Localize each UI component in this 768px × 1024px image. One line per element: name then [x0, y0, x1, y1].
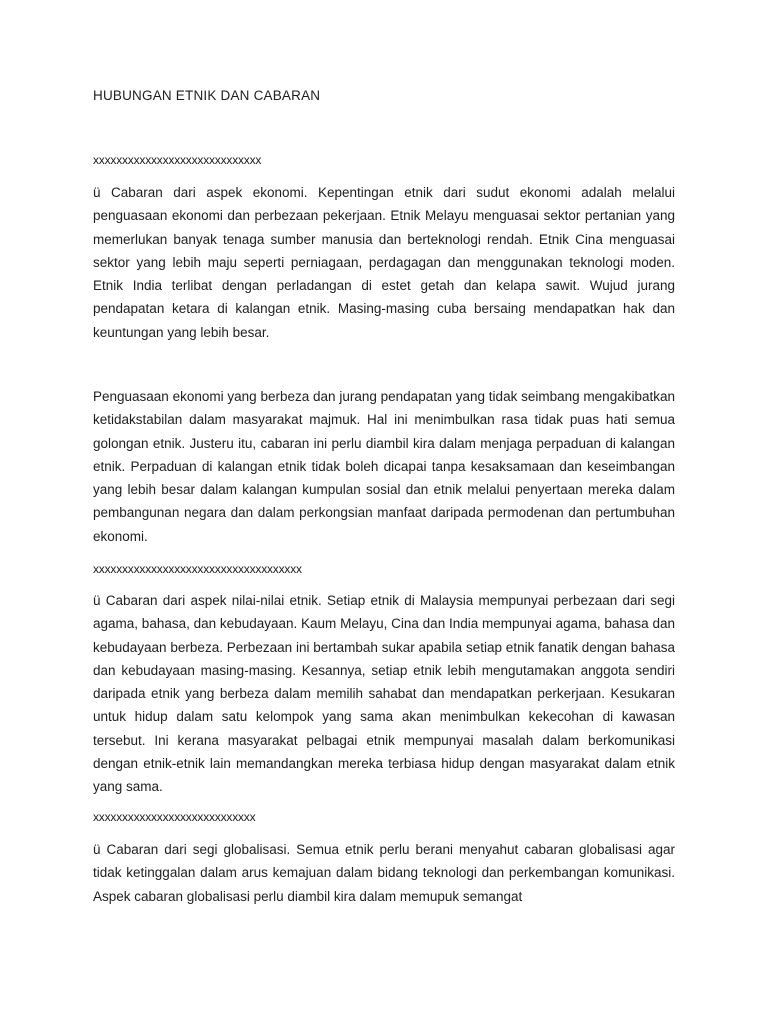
document-title: HUBUNGAN ETNIK DAN CABARAN — [93, 88, 321, 103]
section-separator: xxxxxxxxxxxxxxxxxxxxxxxxxxxxx — [93, 153, 262, 167]
paragraph-ethnic-values: ü Cabaran dari aspek nilai-nilai etnik. Setiap etnik di Malaysia mempunyai perbezaan dari segi agama, bahasa, dan kebudayaan. Kaum Melayu, Cina dan India mempunyai agama, bahasa dan kebudayaan berbeza. Perbezaan ini bertambah sukar apabila setiap etnik fanatik dengan bahasa dan kebudayaan masing-masing. Kesannya, setiap etnik lebih mengutamakan anggota sendiri daripada etnik yang berbeza dalam memilih sahabat dan mendapatkan perkerjaan. Kesukaran untuk hidup dalam satu kelompok yang sama akan menimbulkan kekecohan di kawasan tersebut. Ini kerana masyarakat pelbagai etnik mempunyai masalah dalam berkomunikasi dengan etnik-etnik lain memandangkan mereka terbiasa hidup dengan masyarakat dalam etnik yang sama. — [93, 593, 675, 795]
paragraph-economy: ü Cabaran dari aspek ekonomi. Kepentingan etnik dari sudut ekonomi adalah melalui penguasaan ekonomi dan perbezaan pekerjaan. Etnik Melayu menguasai sektor pertanian yang memerlukan banyak tenaga sumber manusia dan berteknologi rendah. Etnik Cina menguasai sektor yang lebih maju seperti perniagaan, perdagagan dan menggunakan teknologi moden. Etnik India terlibat dengan perladangan di estet getah dan kelapa sawit. Wujud jurang pendapatan ketara di kalangan etnik. Masing-masing cuba bersaing mendapatkan hak dan keuntungan yang lebih besar. — [93, 185, 675, 340]
section-separator: xxxxxxxxxxxxxxxxxxxxxxxxxxxxxxxxxxxx — [93, 562, 302, 576]
paragraph-economic-control: Penguasaan ekonomi yang berbeza dan jurang pendapatan yang tidak seimbang mengakibatkan ketidakstabilan dalam masyarakat majmuk. Hal ini menimbulkan rasa tidak puas hati semua golongan etnik. Justeru itu, cabaran ini perlu diambil kira dalam menjaga perpaduan di kalangan etnik. Perpaduan di kalangan etnik tidak boleh dicapai tanpa kesaksamaan dan keseimbangan yang lebih besar dalam kalangan kumpulan sosial dan etnik melalui penyertaan mereka dalam pembangunan negara dan dalam perkongsian manfaat daripada permodenan dan pertumbuhan ekonomi. — [93, 389, 675, 544]
section-separator: xxxxxxxxxxxxxxxxxxxxxxxxxxxx — [93, 810, 256, 824]
paragraph-globalisation: ü Cabaran dari segi globalisasi. Semua etnik perlu berani menyahut cabaran globalisasi agar tidak ketinggalan dalam arus kemajuan dalam bidang teknologi dan perkembangan komunikasi. Aspek cabaran globalisasi perlu diambil kira dalam memupuk semangat — [93, 842, 675, 904]
